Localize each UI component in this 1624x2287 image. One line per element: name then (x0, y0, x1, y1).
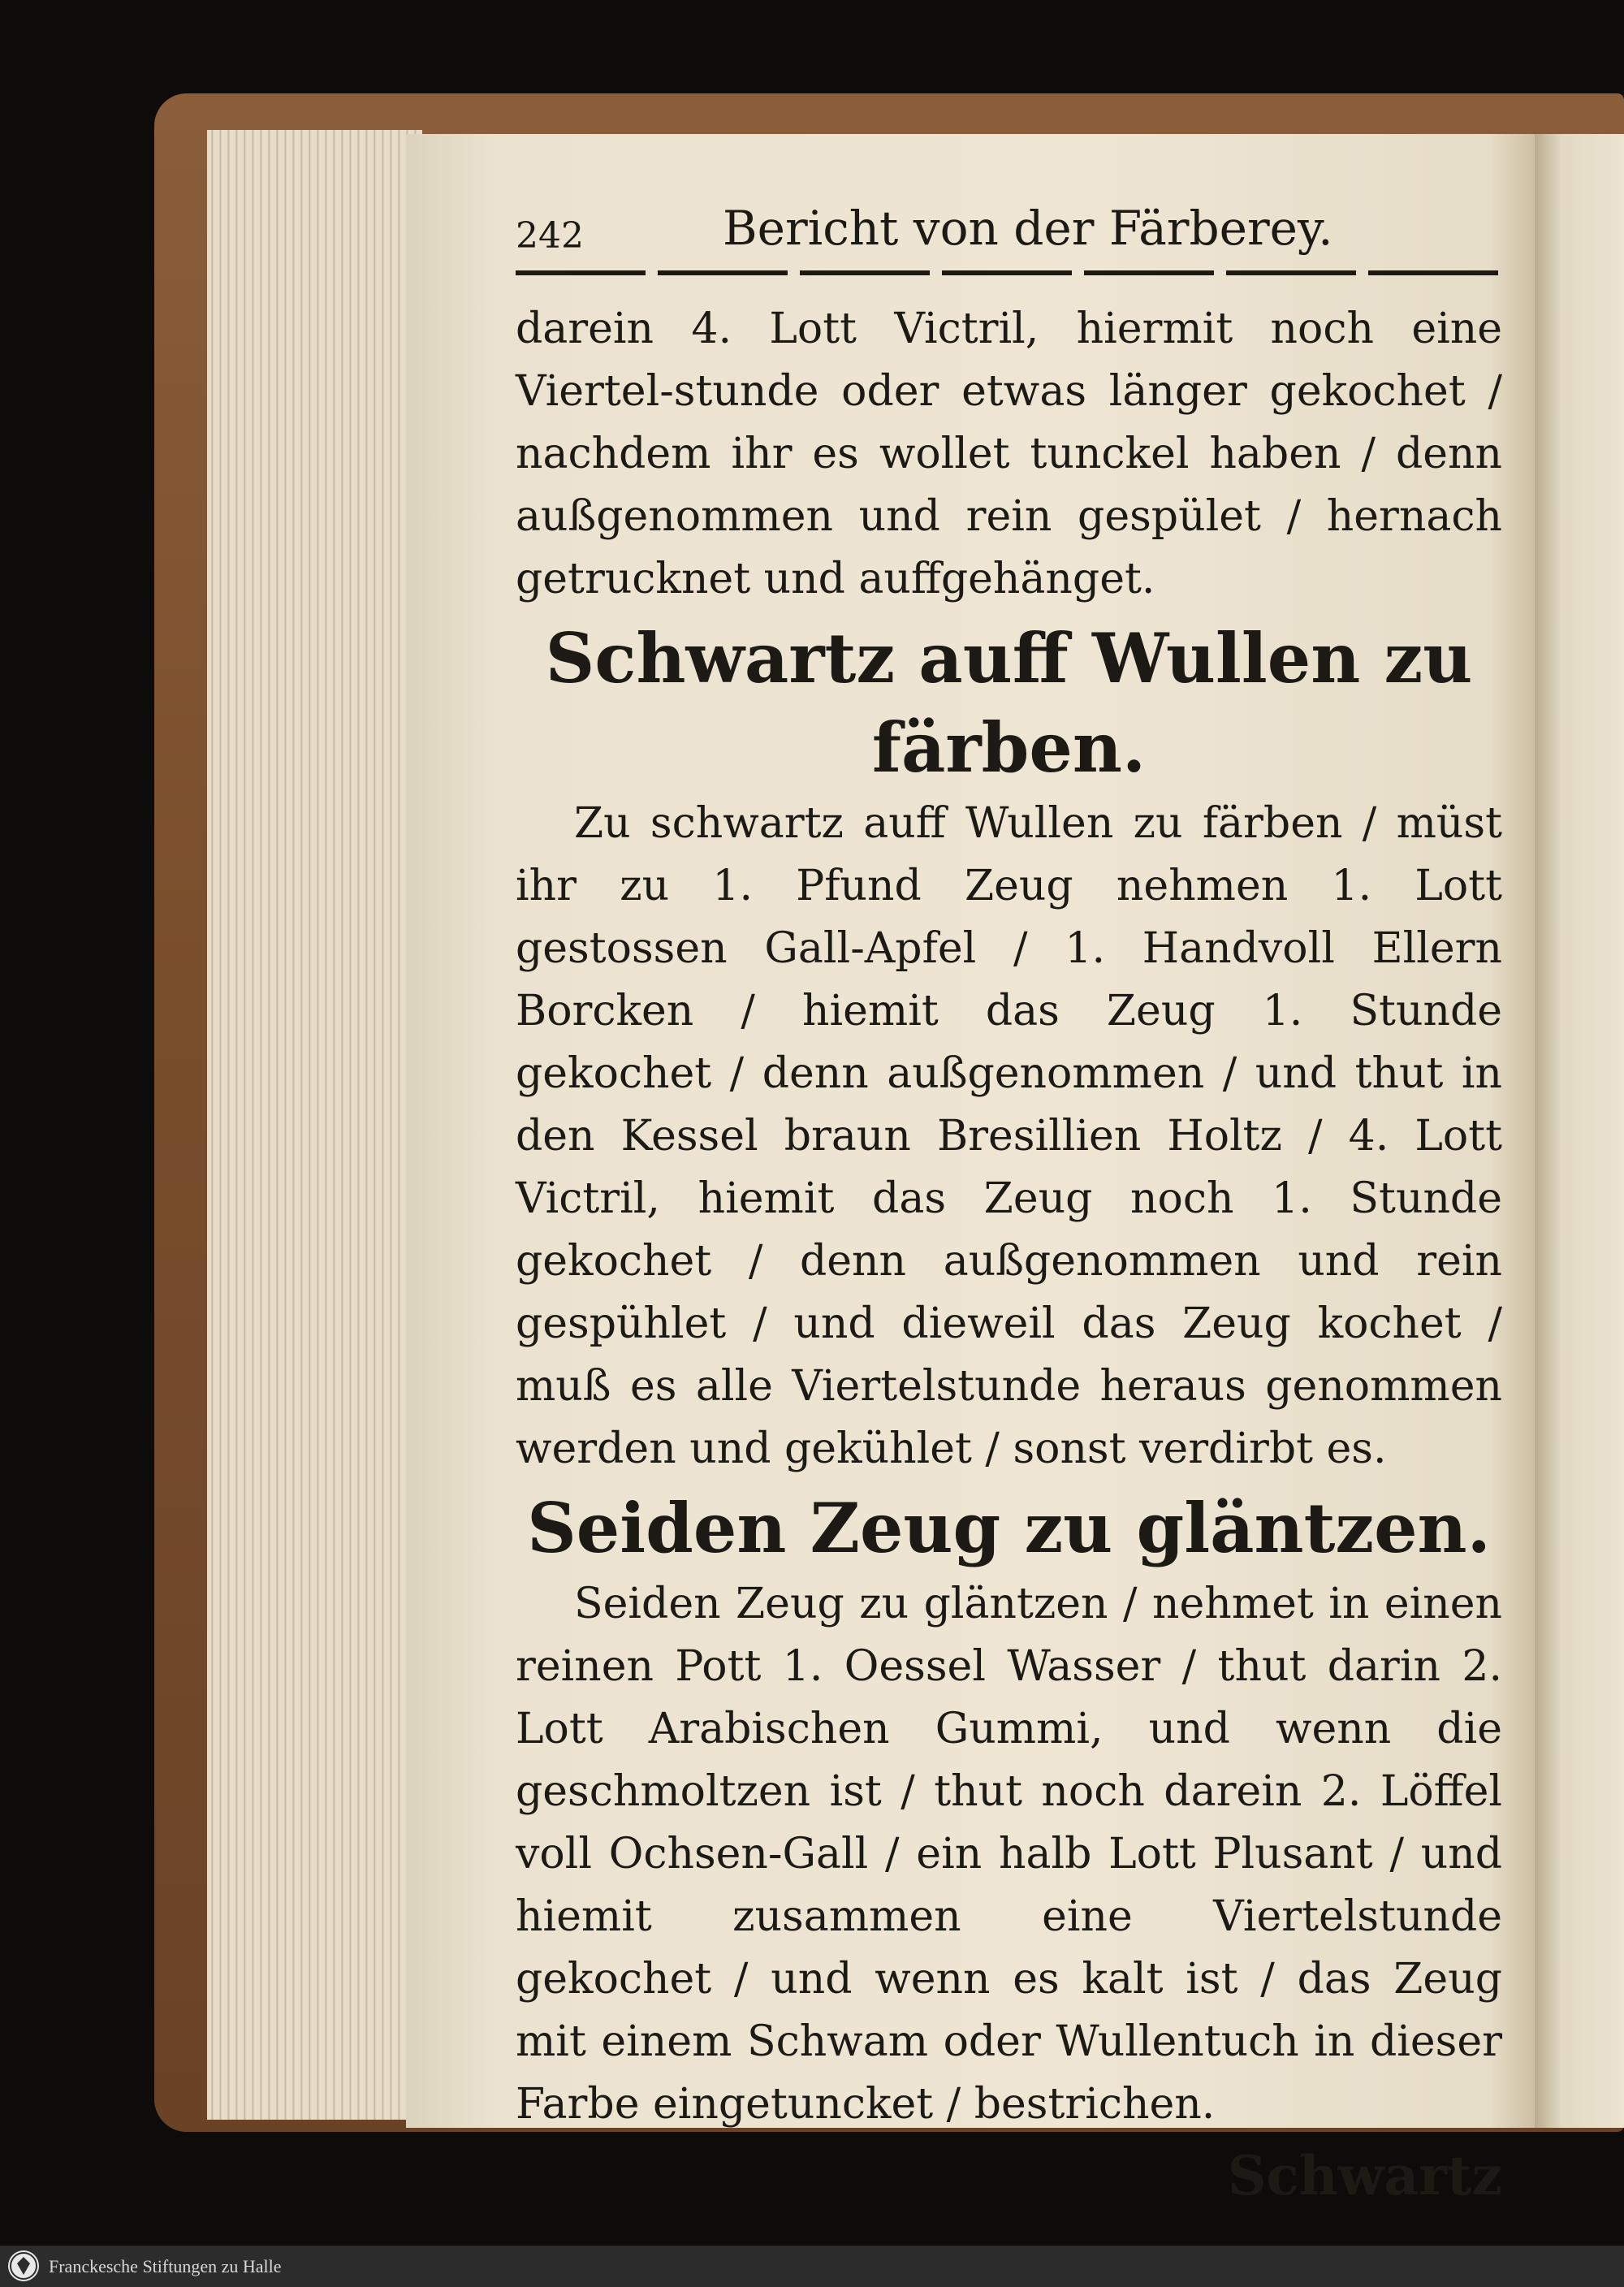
seal-icon (8, 2250, 39, 2281)
section-heading-schwartz: Schwartz auff Wullen zu färben. (545, 618, 1473, 788)
paragraph-schwartz: Zu schwartz auff Wullen zu färben / müst ihr zu 1. Pfund Zeug nehmen 1. Lott gestossen Gall-Apfel / 1. Handvoll Ellern Borcken / hiemit das Zeug 1. Stunde gekochet / denn außgenommen / und thut in den Kessel braun Bresillien Holtz / 4. Lott Victril, hiemit das Zeug noch 1. Stunde gekochet / denn außgenommen und rein gespühlet / und dieweil das Zeug kochet / muß es alle Viertelstunde heraus genommen werden und gekühlet / sonst verdirbt es. (516, 799, 1502, 1473)
header-rule (516, 270, 1502, 275)
institution-label: Franckesche Stiftungen zu Halle (49, 2256, 282, 2276)
section-heading-seiden: Seiden Zeug zu gläntzen. (527, 1488, 1491, 1568)
paragraph-continuation: darein 4. Lott Victril, hiermit noch eine Viertel-stunde oder etwas länger gekochet / nachdem ihr es wollet tunckel haben / denn außgenommen und rein gespület / hernach getrucknet und auffgehänget. (516, 305, 1502, 603)
paragraph-seiden: Seiden Zeug zu gläntzen / nehmet in einen reinen Pott 1. Oessel Wasser / thut darin 2. Lott Arabischen Gummi, und wenn die geschmoltzen ist / thut noch darein 2. Löffel voll Ochsen-Gall / ein halb Lott Plusant / und hiemit zusammen eine Viertelstunde gekochet / und wenn es kalt ist / das Zeug mit einem Schwam oder Wullentuch in dieser Farbe eingetuncket / bestrichen. (516, 1580, 1502, 2129)
running-header (516, 199, 1502, 264)
catchword: Schwartz (1227, 2144, 1502, 2207)
footer-bar (0, 2246, 1624, 2287)
page-number: 242 (516, 215, 584, 257)
running-title: Bericht von der Färberey. (723, 201, 1333, 256)
page-edges (207, 130, 422, 2120)
page-text (516, 199, 1502, 2207)
facing-page-edge (1535, 134, 1624, 2128)
